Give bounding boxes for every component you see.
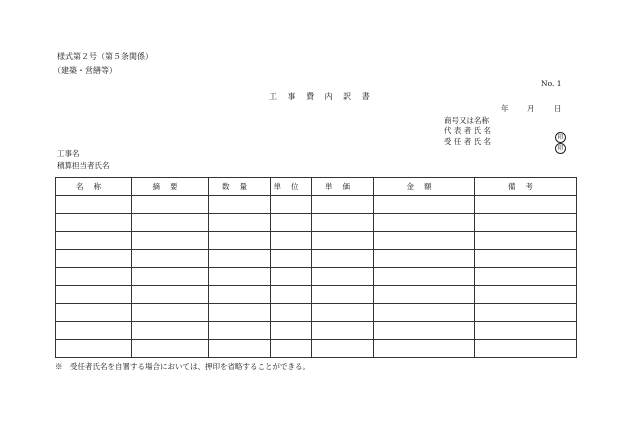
seal-mark: 印 [555, 132, 566, 143]
table-cell[interactable] [475, 304, 577, 322]
table-cell[interactable] [132, 214, 209, 232]
table-cell[interactable] [475, 340, 577, 358]
table-cell[interactable] [271, 286, 312, 304]
table-cell[interactable] [312, 232, 374, 250]
table-row [56, 250, 577, 268]
table-cell[interactable] [132, 286, 209, 304]
table-cell[interactable] [56, 304, 132, 322]
table-cell[interactable] [56, 232, 132, 250]
table-cell[interactable] [209, 268, 271, 286]
table-cell[interactable] [132, 304, 209, 322]
table-cell[interactable] [475, 214, 577, 232]
table-cell[interactable] [209, 250, 271, 268]
table-cell[interactable] [56, 268, 132, 286]
document-number: No. 1 [541, 79, 562, 88]
table-cell[interactable] [271, 340, 312, 358]
table-cell[interactable] [209, 214, 271, 232]
table-row [56, 268, 577, 286]
column-header-remarks: 備考 [475, 178, 577, 196]
table-cell[interactable] [475, 286, 577, 304]
category-label: （建築・営繕等） [53, 66, 117, 75]
table-cell[interactable] [312, 304, 374, 322]
project-name-label: 工事名 [57, 149, 80, 158]
table-cell[interactable] [132, 232, 209, 250]
table-cell[interactable] [374, 214, 475, 232]
table-cell[interactable] [209, 232, 271, 250]
table-cell[interactable] [56, 196, 132, 214]
table-cell[interactable] [132, 322, 209, 340]
table-cell[interactable] [209, 322, 271, 340]
table-cell[interactable] [374, 250, 475, 268]
table-cell[interactable] [56, 214, 132, 232]
table-cell[interactable] [312, 250, 374, 268]
table-cell[interactable] [475, 196, 577, 214]
table-cell[interactable] [374, 196, 475, 214]
cost-breakdown-table [55, 177, 577, 358]
table-cell[interactable] [374, 286, 475, 304]
table-cell[interactable] [475, 232, 577, 250]
table-row [56, 304, 577, 322]
footnote: ※ 受任者氏名を自署する場合においては、押印を省略することができる。 [55, 362, 310, 371]
date-year: 年 [501, 104, 509, 113]
document-title: 工 事 費 内 訳 書 [269, 92, 374, 101]
table-cell[interactable] [374, 304, 475, 322]
estimator-label: 積算担当者氏名 [57, 161, 110, 170]
table-cell[interactable] [56, 286, 132, 304]
table-cell[interactable] [271, 214, 312, 232]
table-cell[interactable] [475, 268, 577, 286]
table-cell[interactable] [209, 286, 271, 304]
column-header-unit-price: 単価 [312, 178, 374, 196]
agent-label: 受 任 者 氏 名 [444, 137, 492, 146]
trade-name-label: 商号又は名称 [444, 116, 489, 125]
seal-mark: 印 [555, 143, 566, 154]
table-cell[interactable] [271, 304, 312, 322]
table-row [56, 232, 577, 250]
table-cell[interactable] [312, 214, 374, 232]
table-cell[interactable] [312, 196, 374, 214]
table-row [56, 286, 577, 304]
table-cell[interactable] [271, 232, 312, 250]
table-row [56, 214, 577, 232]
table-cell[interactable] [209, 304, 271, 322]
table-cell[interactable] [374, 268, 475, 286]
table-cell[interactable] [271, 268, 312, 286]
table-cell[interactable] [475, 322, 577, 340]
table-cell[interactable] [312, 268, 374, 286]
table-cell[interactable] [56, 322, 132, 340]
table-cell[interactable] [374, 232, 475, 250]
table-cell[interactable] [374, 322, 475, 340]
table-cell[interactable] [132, 268, 209, 286]
table-cell[interactable] [209, 196, 271, 214]
table-cell[interactable] [312, 322, 374, 340]
date-day: 日 [554, 104, 562, 113]
table-cell[interactable] [271, 196, 312, 214]
table-cell[interactable] [374, 340, 475, 358]
table-cell[interactable] [271, 250, 312, 268]
column-header-amount: 金額 [374, 178, 475, 196]
table-row [56, 340, 577, 358]
table-row [56, 196, 577, 214]
table-row [56, 322, 577, 340]
representative-label: 代 表 者 氏 名 [444, 126, 492, 135]
column-header-unit: 単位 [271, 178, 312, 196]
table-cell[interactable] [312, 340, 374, 358]
table-cell[interactable] [132, 250, 209, 268]
column-header-quantity: 数量 [209, 178, 271, 196]
table-cell[interactable] [56, 340, 132, 358]
table-cell[interactable] [132, 340, 209, 358]
table-cell[interactable] [271, 322, 312, 340]
table-cell[interactable] [209, 340, 271, 358]
column-header-name: 名称 [56, 178, 132, 196]
date-month: 月 [527, 104, 535, 113]
table-cell[interactable] [312, 286, 374, 304]
table-header-row [56, 178, 577, 196]
table-cell[interactable] [132, 196, 209, 214]
form-label: 様式第２号（第５条関係） [57, 52, 153, 61]
agent-seal-icon [555, 137, 566, 154]
table-cell[interactable] [475, 250, 577, 268]
table-cell[interactable] [56, 250, 132, 268]
column-header-description: 摘要 [132, 178, 209, 196]
